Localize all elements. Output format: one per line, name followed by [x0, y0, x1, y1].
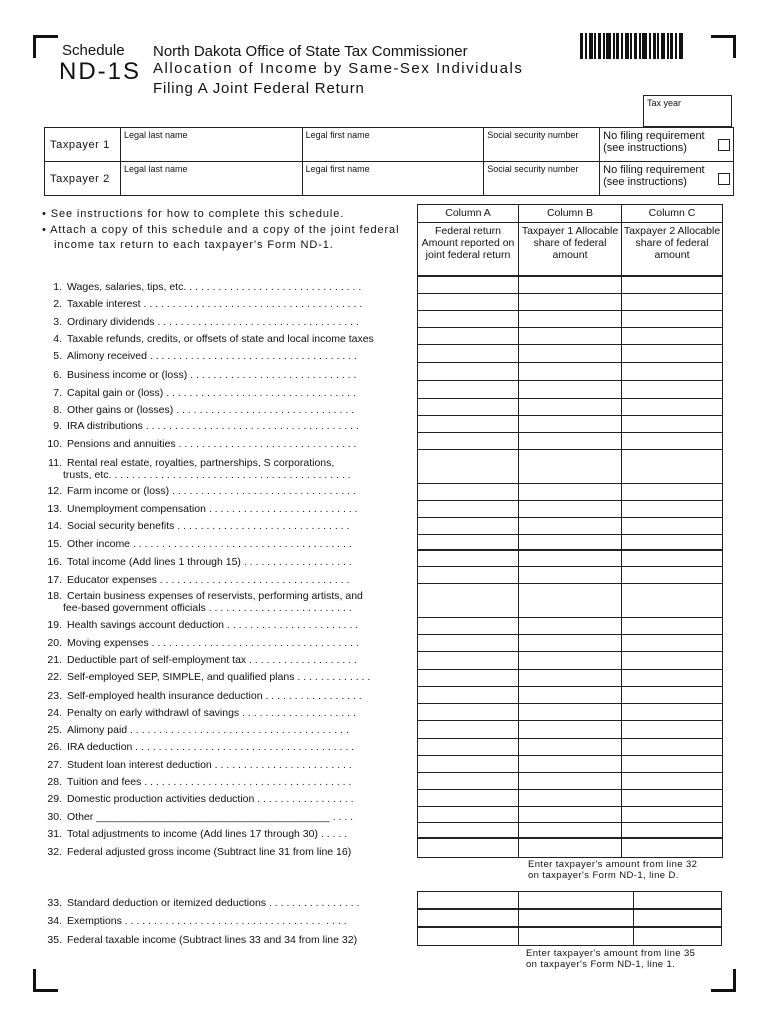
line-item [40, 759, 410, 771]
line-label: IRA distributions . . . . . . . . . . . . . . . . . . . . . . . . . . . . . . . . . . . . . [67, 420, 359, 432]
line-number: 15. [47, 538, 62, 550]
amount-field-line18-cola[interactable] [417, 583, 519, 618]
amount-field-line31-cola[interactable] [417, 822, 519, 839]
line-number: 8. [53, 404, 62, 416]
amount-field-line24-colc[interactable] [621, 703, 723, 721]
amount-field-line14-colc[interactable] [621, 517, 723, 535]
amount-field-line19-cola[interactable] [417, 617, 519, 635]
amount-field-line14-colb[interactable] [518, 517, 622, 535]
amount-field-line15-colb[interactable] [518, 534, 622, 551]
line-number: 27. [47, 759, 62, 771]
amount-field-line13-colb[interactable] [518, 500, 622, 518]
line-number: 9. [53, 420, 62, 432]
line-item [40, 316, 410, 328]
tax-year-field[interactable] [643, 95, 732, 127]
amount-field-line26-cola[interactable] [417, 738, 519, 756]
line-number: 11. [48, 457, 62, 469]
amount-field-line24-cola[interactable] [417, 703, 519, 721]
corner-mark-bottom-right [711, 969, 736, 992]
no-filing-cell [600, 128, 734, 162]
amount-field-line3-cola[interactable] [417, 310, 519, 328]
amount-field-line16-colb[interactable] [518, 550, 622, 567]
amount-field-line25-colc[interactable] [621, 720, 723, 739]
column-b-title: Column B [519, 205, 621, 223]
line-label: Capital gain or (loss) . . . . . . . . . . . . . . . . . . . . . . . . . . . . . . . . . [67, 387, 356, 399]
see-instructions-label: (see instructions) [603, 176, 687, 188]
last-name-label: Legal last name [123, 130, 188, 140]
amount-field-line21-colb[interactable] [518, 651, 622, 670]
line-item [40, 298, 410, 310]
line-item [40, 387, 410, 399]
line-number: 21. [47, 654, 62, 666]
form-number: ND-1S [59, 58, 142, 85]
line32-note-line2: on taxpayer's Form ND-1, line D. [528, 870, 679, 881]
line-number: 12. [47, 485, 62, 497]
line-number: 20. [47, 637, 62, 649]
amount-field-line11-colb[interactable] [518, 449, 622, 484]
line-label: Taxable interest . . . . . . . . . . . . . . . . . . . . . . . . . . . . . . . . . . . . . . [67, 298, 363, 310]
amount-field-line29-colc[interactable] [621, 789, 723, 807]
line-item [40, 897, 410, 909]
amount-field-line1-colb[interactable] [518, 276, 622, 294]
line-number: 19. [47, 619, 62, 631]
no-filing-label: No filing requirement [603, 130, 705, 142]
line-item [40, 503, 410, 515]
column-c-title: Column C [622, 205, 722, 223]
amount-field-line20-cola[interactable] [417, 634, 519, 652]
line-item [40, 538, 410, 550]
line-item [40, 520, 410, 532]
line-label: Deductible part of self-employment tax . . . . . . . . . . . . . . . . . . . [67, 654, 358, 666]
amount-field-line18-colc[interactable] [621, 583, 723, 618]
amount-field-line4-colb[interactable] [518, 327, 622, 345]
ssn-label: Social security number [487, 164, 579, 174]
schedule-label: Schedule [62, 42, 125, 59]
column-c-desc: Taxpayer 2 Allocable share of federal amount [623, 225, 721, 261]
amount-field-line34-cola[interactable] [417, 908, 519, 928]
amount-field-line7-colb[interactable] [518, 380, 622, 399]
column-a-desc: Federal return Amount reported on joint federal return [421, 225, 515, 261]
line-label: Other ________________________________________ . . . . [67, 811, 354, 823]
amount-field-line29-colb[interactable] [518, 789, 622, 807]
line-number: 30. [47, 811, 62, 823]
amount-field-line35-cola[interactable] [417, 926, 519, 946]
last-name-field[interactable] [120, 162, 302, 196]
see-instructions-label: (see instructions) [603, 142, 687, 154]
line-label: Rental real estate, royalties, partnerships, S corporations, [67, 457, 335, 469]
line-number: 33. [47, 897, 62, 909]
amount-field-line23-colc[interactable] [621, 686, 723, 704]
line-number: 3. [53, 316, 62, 328]
line-number: 35. [47, 934, 62, 946]
amount-field-line22-colb[interactable] [518, 669, 622, 687]
amount-field-line4-cola[interactable] [417, 327, 519, 345]
column-b-header [518, 204, 622, 276]
amount-field-line15-cola[interactable] [417, 534, 519, 551]
line-label: Federal adjusted gross income (Subtract line 31 from line 16) [67, 846, 352, 858]
amount-field-line35-colb[interactable] [518, 926, 634, 946]
amount-field-line29-cola[interactable] [417, 789, 519, 807]
line-label: Exemptions . . . . . . . . . . . . . . . . . . . . . . . . . . . . . . . . . . . . . . [67, 915, 347, 927]
line-item [40, 776, 410, 788]
amount-field-line5-colc[interactable] [621, 344, 723, 363]
line-number: 18. [47, 590, 62, 602]
line-label: Social security benefits . . . . . . . . . . . . . . . . . . . . . . . . . . . . . . [67, 520, 350, 532]
line-item [40, 350, 410, 362]
line-number: 7. [53, 387, 62, 399]
line-label: Farm income or (loss) . . . . . . . . . . . . . . . . . . . . . . . . . . . . . . . . [67, 485, 356, 497]
line-item [40, 934, 410, 946]
line-label: Self-employed SEP, SIMPLE, and qualified plans . . . . . . . . . . . . . [67, 671, 371, 683]
agency-name: North Dakota Office of State Tax Commissioner [153, 43, 468, 60]
amount-field-line12-colc[interactable] [621, 483, 723, 501]
amount-field-line9-cola[interactable] [417, 415, 519, 433]
ssn-field[interactable] [484, 128, 600, 162]
corner-mark-top-left [33, 35, 58, 58]
amount-field-line6-colb[interactable] [518, 362, 622, 381]
amount-field-line3-colc[interactable] [621, 310, 723, 328]
amount-field-line23-cola[interactable] [417, 686, 519, 704]
line-label: Penalty on early withdrawl of savings . . . . . . . . . . . . . . . . . . . . [67, 707, 356, 719]
line-label: Standard deduction or itemized deductions . . . . . . . . . . . . . . . . [67, 897, 360, 909]
amount-field-line30-colc[interactable] [621, 806, 723, 823]
amount-field-line30-cola[interactable] [417, 806, 519, 823]
line-label: Student loan interest deduction . . . . . . . . . . . . . . . . . . . . . . . . [67, 759, 352, 771]
line-number: 2. [53, 298, 62, 310]
line-label: IRA deduction . . . . . . . . . . . . . . . . . . . . . . . . . . . . . . . . . . . . . . [67, 741, 355, 753]
amount-field-line20-colc[interactable] [621, 634, 723, 652]
last-name-label: Legal last name [123, 164, 188, 174]
amount-field-line22-cola[interactable] [417, 669, 519, 687]
line-item [40, 915, 410, 927]
line35-note [526, 948, 695, 970]
line-item [40, 556, 410, 568]
amount-field-line16-colc[interactable] [621, 550, 723, 567]
line-item [40, 420, 410, 432]
first-name-label: Legal first name [305, 164, 370, 174]
taxpayer-info-table [44, 127, 734, 196]
line-item [40, 457, 410, 485]
line-number: 26. [47, 741, 62, 753]
line-item [40, 846, 410, 858]
amount-field-line25-colb[interactable] [518, 720, 622, 739]
amount-field-line12-cola[interactable] [417, 483, 519, 501]
line-label: Moving expenses . . . . . . . . . . . . . . . . . . . . . . . . . . . . . . . . . . . . [67, 637, 359, 649]
amount-field-line2-colb[interactable] [518, 293, 622, 311]
amount-field-line4-colc[interactable] [621, 327, 723, 345]
amount-field-line30-colb[interactable] [518, 806, 622, 823]
line-label: Pensions and annuities . . . . . . . . . . . . . . . . . . . . . . . . . . . . . . . [67, 438, 357, 450]
first-name-field[interactable] [302, 128, 484, 162]
amount-field-line28-colc[interactable] [621, 772, 723, 790]
amount-field-line8-colc[interactable] [621, 398, 723, 416]
line-label: Wages, salaries, tips, etc. . . . . . . . . . . . . . . . . . . . . . . . . . . . . . . [67, 281, 362, 293]
line32-note [528, 859, 697, 881]
form-title-line2: Filing A Joint Federal Return [153, 80, 365, 97]
line-item [40, 724, 410, 736]
amount-field-line15-colc[interactable] [621, 534, 723, 551]
ssn-label: Social security number [487, 130, 579, 140]
amount-field-line24-colb[interactable] [518, 703, 622, 721]
line-number: 29. [47, 793, 62, 805]
instruction-item: • See instructions for how to complete this schedule. [42, 208, 345, 220]
line-item [40, 619, 410, 631]
line-number: 32. [47, 846, 62, 858]
instruction-item: • Attach a copy of this schedule and a copy of the joint federal income tax return to each taxpayer's Form ND-1. [42, 223, 400, 251]
amount-field-line21-cola[interactable] [417, 651, 519, 670]
amount-field-line16-cola[interactable] [417, 550, 519, 567]
amount-field-line34-colb[interactable] [518, 908, 634, 928]
line-number: 17. [47, 574, 62, 586]
amount-field-line1-cola[interactable] [417, 276, 519, 294]
corner-mark-bottom-left [33, 969, 58, 992]
amount-field-line27-cola[interactable] [417, 755, 519, 773]
line-label: Self-employed health insurance deduction . . . . . . . . . . . . . . . . . [67, 690, 362, 702]
taxpayer-row [45, 128, 734, 162]
line-label: Taxable refunds, credits, or offsets of state and local income taxes [67, 333, 374, 345]
line-label: Total adjustments to income (Add lines 17 through 30) . . . . . [67, 828, 348, 840]
amount-field-line10-cola[interactable] [417, 432, 519, 450]
amount-field-line19-colc[interactable] [621, 617, 723, 635]
line-label: Unemployment compensation . . . . . . . . . . . . . . . . . . . . . . . . . . [67, 503, 358, 515]
amount-field-line10-colc[interactable] [621, 432, 723, 450]
amount-field-line35-colc[interactable] [633, 926, 722, 946]
line-number: 14. [47, 520, 62, 532]
column-c-header [621, 204, 723, 276]
amount-field-line32-colc[interactable] [621, 838, 723, 858]
line-number: 4. [53, 333, 62, 345]
first-name-label: Legal first name [305, 130, 370, 140]
line-label: Educator expenses . . . . . . . . . . . . . . . . . . . . . . . . . . . . . . . . . [67, 574, 350, 586]
amount-field-line17-cola[interactable] [417, 566, 519, 584]
amount-field-line17-colb[interactable] [518, 566, 622, 584]
line-item [40, 404, 410, 416]
line-item [40, 793, 410, 805]
line-number: 22. [47, 671, 62, 683]
amount-field-line27-colc[interactable] [621, 755, 723, 773]
line-number: 25. [47, 724, 62, 736]
line-label: Health savings account deduction . . . . . . . . . . . . . . . . . . . . . . . [67, 619, 359, 631]
tax-year-label: Tax year [647, 98, 682, 108]
line-label: Domestic production activities deduction . . . . . . . . . . . . . . . . . [67, 793, 354, 805]
line-number: 23. [47, 690, 62, 702]
line-label: Certain business expenses of reservists, performing artists, and [67, 590, 363, 602]
column-b-desc: Taxpayer 1 Allocable share of federal amount [521, 225, 619, 261]
amount-field-line12-colb[interactable] [518, 483, 622, 501]
amount-field-line1-colc[interactable] [621, 276, 723, 294]
line-item [40, 590, 410, 618]
line-item [40, 671, 410, 683]
line35-note-line1: Enter taxpayer's amount from line 35 [526, 948, 696, 959]
amount-field-line14-cola[interactable] [417, 517, 519, 535]
line-number: 6. [53, 369, 62, 381]
line-number: 28. [47, 776, 62, 788]
amount-field-line17-colc[interactable] [621, 566, 723, 584]
line-item [40, 369, 410, 381]
line-item [40, 438, 410, 450]
no-filing-checkbox[interactable] [718, 173, 730, 185]
line-label: Total income (Add lines 1 through 15) . . . . . . . . . . . . . . . . . . . [67, 556, 352, 568]
amount-field-line9-colc[interactable] [621, 415, 723, 433]
line-label-continued: fee-based government officials . . . . . . . . . . . . . . . . . . . . . . . . . [63, 602, 352, 614]
line-number: 24. [47, 707, 62, 719]
line-label: Alimony paid . . . . . . . . . . . . . . . . . . . . . . . . . . . . . . . . . . . . . . [67, 724, 349, 736]
no-filing-checkbox[interactable] [718, 139, 730, 151]
line-item [40, 281, 410, 293]
line-number: 34. [47, 915, 62, 927]
amount-field-line2-colc[interactable] [621, 293, 723, 311]
corner-mark-top-right [711, 35, 736, 58]
line-label: Other gains or (losses) . . . . . . . . . . . . . . . . . . . . . . . . . . . . . . . [67, 404, 355, 416]
line-number: 16. [47, 556, 62, 568]
line-number: 31. [47, 828, 62, 840]
amount-field-line5-cola[interactable] [417, 344, 519, 363]
line-number: 5. [53, 350, 62, 362]
line-item [40, 654, 410, 666]
ssn-field[interactable] [484, 162, 600, 196]
no-filing-label: No filing requirement [603, 164, 705, 176]
taxpayer-label: Taxpayer 1 [45, 128, 121, 162]
line-number: 1. [53, 281, 62, 293]
amount-field-line32-cola[interactable] [417, 838, 519, 858]
line-item [40, 485, 410, 497]
line-item [40, 707, 410, 719]
amount-field-line21-colc[interactable] [621, 651, 723, 670]
amount-field-line7-cola[interactable] [417, 380, 519, 399]
amount-field-line34-colc[interactable] [633, 908, 722, 928]
amount-field-line8-cola[interactable] [417, 398, 519, 416]
line-label: Alimony received . . . . . . . . . . . . . . . . . . . . . . . . . . . . . . . . . . . . [67, 350, 357, 362]
amount-field-line22-colc[interactable] [621, 669, 723, 687]
amount-field-line28-colb[interactable] [518, 772, 622, 790]
amount-field-line11-cola[interactable] [417, 449, 519, 484]
line-item [40, 828, 410, 840]
column-a-title: Column A [418, 205, 518, 223]
line-item [40, 741, 410, 753]
amount-field-line8-colb[interactable] [518, 398, 622, 416]
line-item [40, 637, 410, 649]
line32-note-line1: Enter taxpayer's amount from line 32 [528, 859, 698, 870]
amount-field-line19-colb[interactable] [518, 617, 622, 635]
line-item [40, 811, 410, 823]
line-item [40, 333, 410, 345]
form-title-line1: Allocation of Income by Same-Sex Individuals [153, 60, 524, 77]
line35-note-line2: on taxpayer's Form ND-1, line 1. [526, 959, 676, 970]
amount-field-line13-cola[interactable] [417, 500, 519, 518]
amount-field-line28-cola[interactable] [417, 772, 519, 790]
taxpayer-row [45, 162, 734, 196]
amount-field-line26-colc[interactable] [621, 738, 723, 756]
instructions [42, 207, 412, 254]
line-number: 10. [47, 438, 62, 450]
last-name-field[interactable] [120, 128, 302, 162]
amount-field-line20-colb[interactable] [518, 634, 622, 652]
amount-field-line6-colc[interactable] [621, 362, 723, 381]
amount-field-line6-cola[interactable] [417, 362, 519, 381]
line-number: 13. [47, 503, 62, 515]
amount-field-line2-cola[interactable] [417, 293, 519, 311]
amount-field-line27-colb[interactable] [518, 755, 622, 773]
line-label: Other income . . . . . . . . . . . . . . . . . . . . . . . . . . . . . . . . . . . . . . [67, 538, 352, 550]
taxpayer-label: Taxpayer 2 [45, 162, 121, 196]
amount-field-line18-colb[interactable] [518, 583, 622, 618]
amount-field-line13-colc[interactable] [621, 500, 723, 518]
amount-field-line9-colb[interactable] [518, 415, 622, 433]
amount-field-line3-colb[interactable] [518, 310, 622, 328]
amount-field-line5-colb[interactable] [518, 344, 622, 363]
line-item [40, 574, 410, 586]
first-name-field[interactable] [302, 162, 484, 196]
column-a-header [417, 204, 519, 276]
amount-field-line10-colb[interactable] [518, 432, 622, 450]
line-label: Federal taxable income (Subtract lines 33 and 34 from line 32) [67, 934, 358, 946]
line-label: Business income or (loss) . . . . . . . . . . . . . . . . . . . . . . . . . . . . . [67, 369, 357, 381]
amount-field-line31-colc[interactable] [621, 822, 723, 839]
amount-field-line26-colb[interactable] [518, 738, 622, 756]
line-label: Tuition and fees . . . . . . . . . . . . . . . . . . . . . . . . . . . . . . . . . . . . [67, 776, 352, 788]
amount-field-line7-colc[interactable] [621, 380, 723, 399]
amount-field-line25-cola[interactable] [417, 720, 519, 739]
line-label: Ordinary dividends . . . . . . . . . . . . . . . . . . . . . . . . . . . . . . . . . . . [67, 316, 359, 328]
barcode-icon [580, 33, 692, 59]
amount-field-line23-colb[interactable] [518, 686, 622, 704]
amount-field-line11-colc[interactable] [621, 449, 723, 484]
amount-field-line32-colb[interactable] [518, 838, 622, 858]
line-item [40, 690, 410, 702]
line-label-continued: trusts, etc. . . . . . . . . . . . . . . . . . . . . . . . . . . . . . . . . . . . . . . . . . [63, 469, 351, 481]
amount-field-line31-colb[interactable] [518, 822, 622, 839]
no-filing-cell [600, 162, 734, 196]
